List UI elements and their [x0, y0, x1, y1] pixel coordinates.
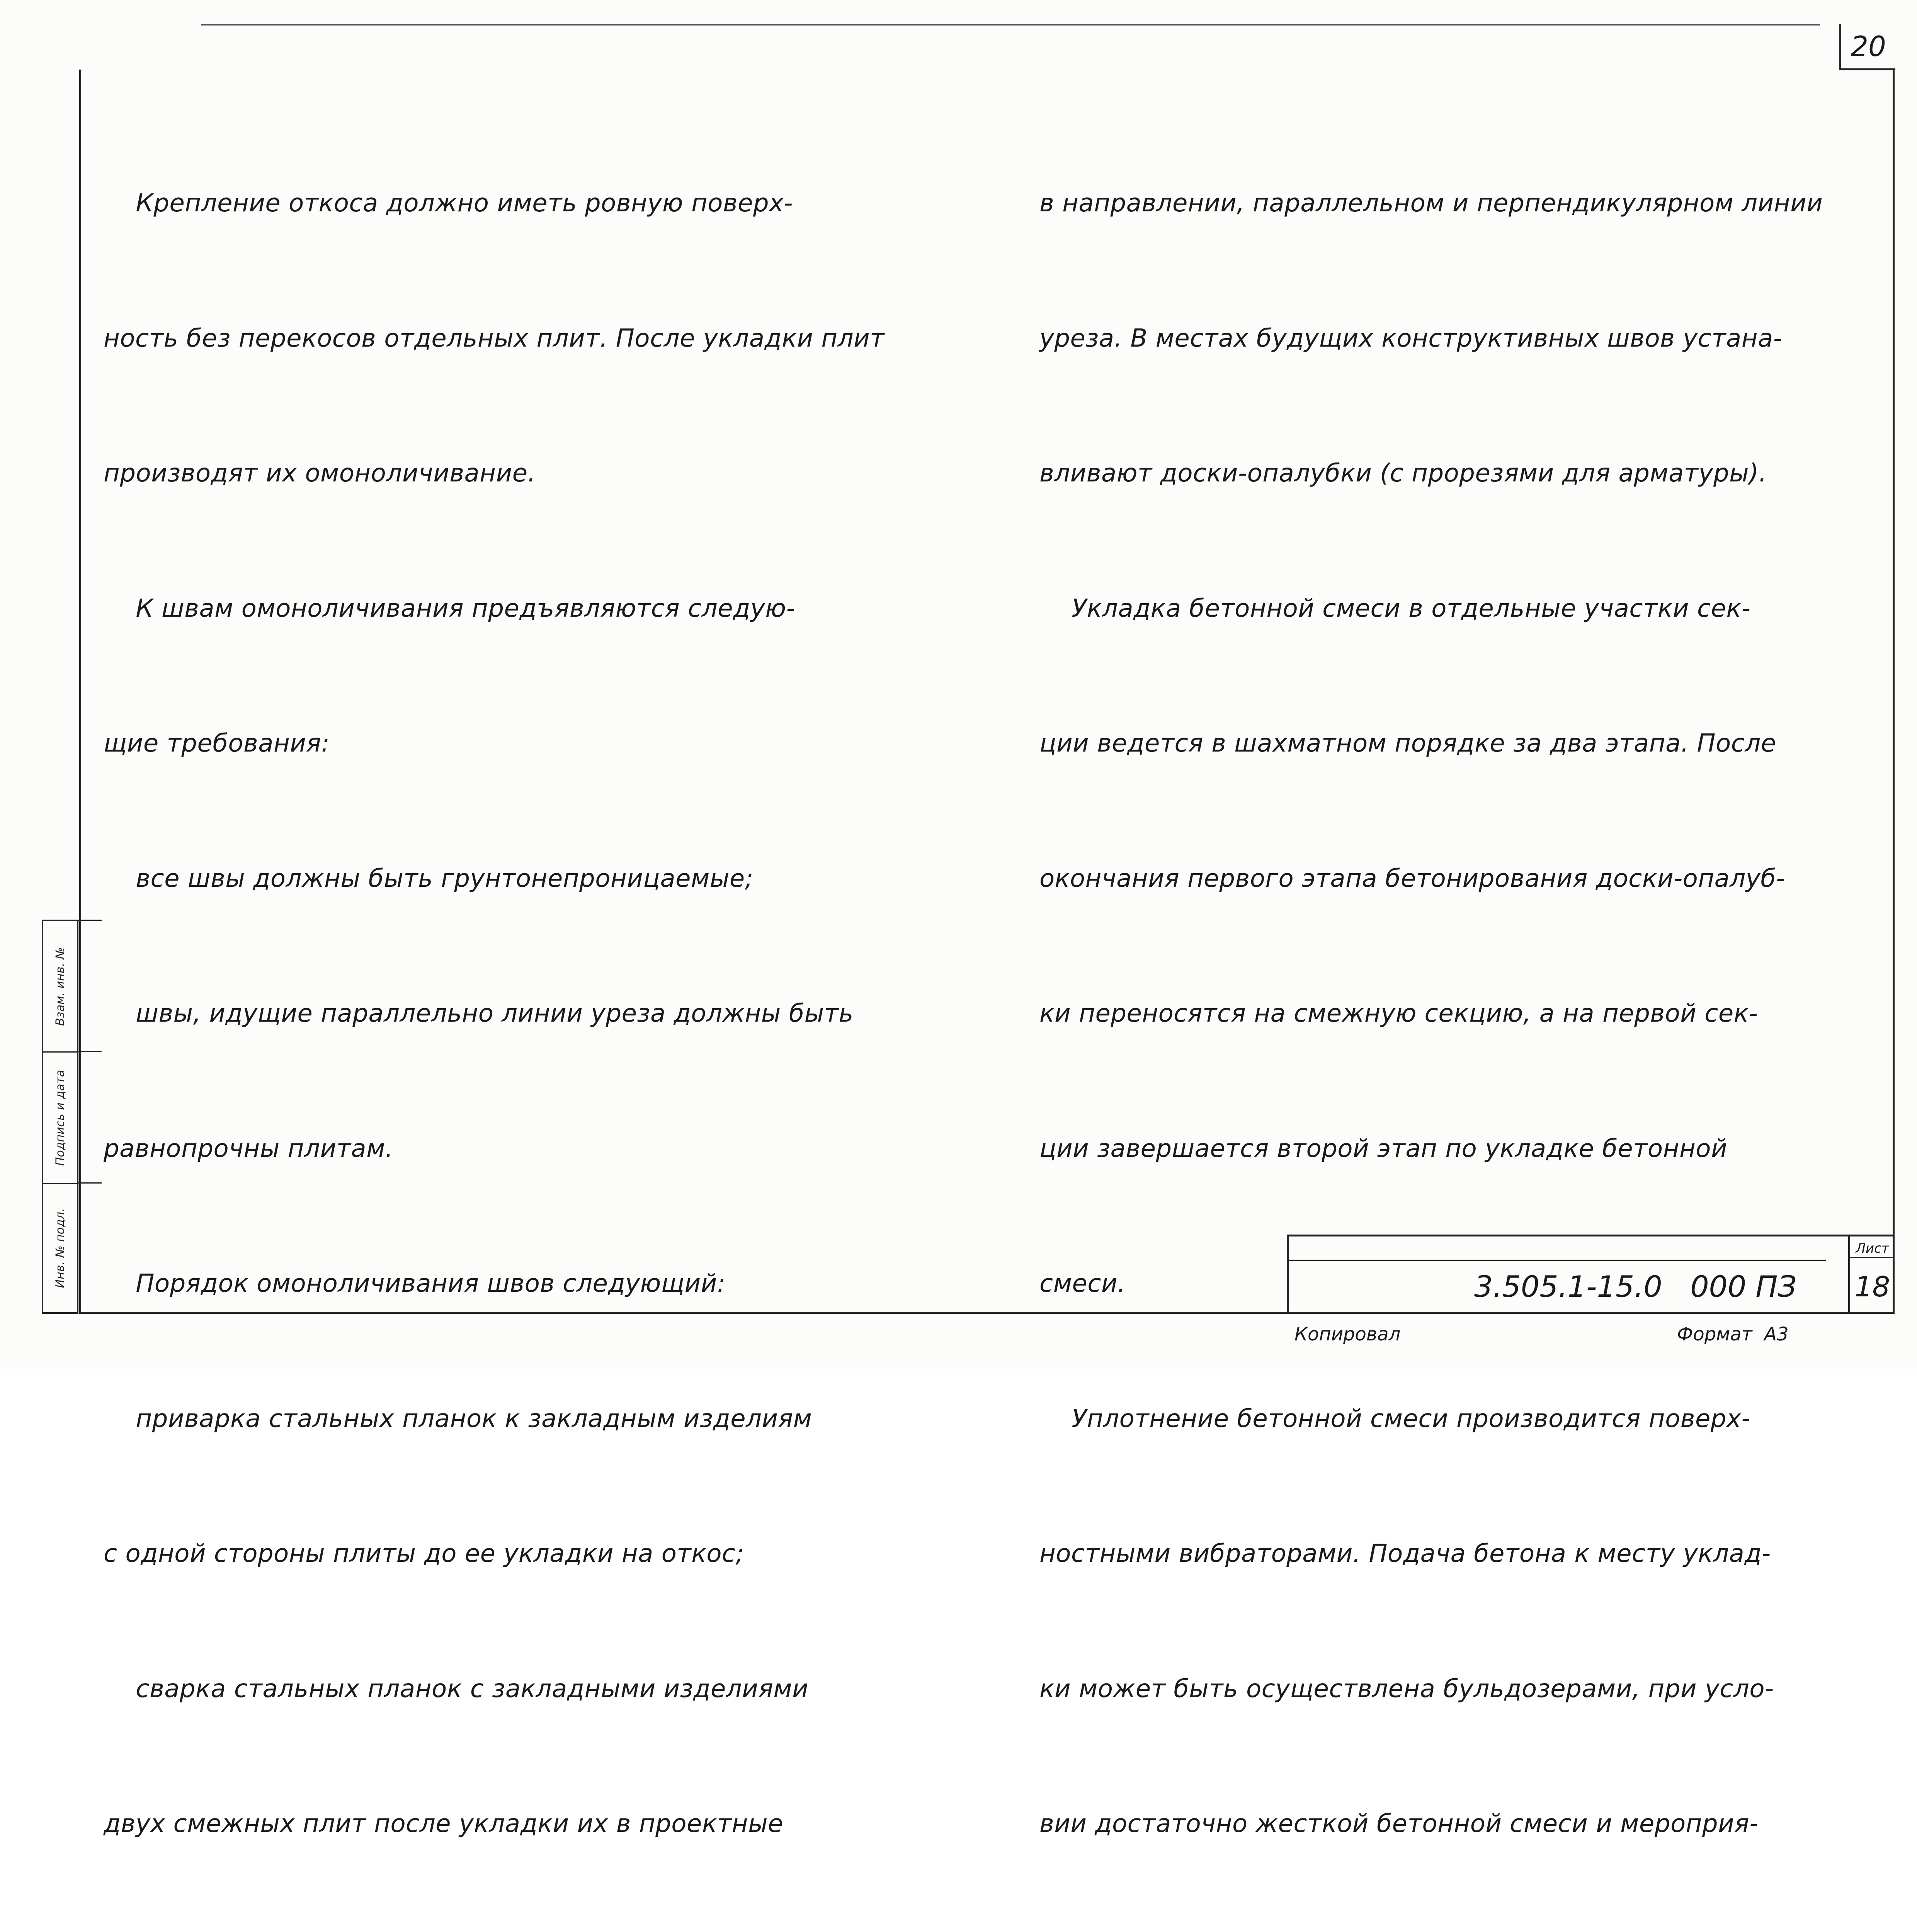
- margin-cell-inventory: [43, 1184, 77, 1312]
- left-text-column: [104, 91, 985, 1932]
- margin-stamp: [42, 920, 78, 1314]
- margin-tick: [78, 1051, 102, 1052]
- text-line: все швы должны быть грунтонепроницаемые;: [104, 864, 754, 893]
- text-line: вии достаточно жесткой бетонной смеси и мероприя-: [1039, 1810, 1759, 1838]
- text-line: уреза. В местах будущих конструктивных швов устана-: [1039, 324, 1783, 353]
- top-border-line: [201, 24, 1820, 26]
- margin-cell-signature: [43, 1053, 77, 1184]
- text-line: Уплотнение бетонной смеси производится поверх-: [1039, 1404, 1750, 1433]
- text-line: сварка стальных планок с закладными изделиями: [104, 1674, 809, 1703]
- text-line: приварка стальных планок к закладным изделиям: [104, 1404, 812, 1433]
- margin-label: Взам. инв. №: [53, 947, 67, 1026]
- margin-tick: [78, 1182, 102, 1184]
- document-code: 3.505.1-15.0 000 ПЗ: [1474, 1269, 1797, 1304]
- text-line: ции ведется в шахматном порядке за два этапа. После: [1039, 729, 1776, 758]
- text-line: ции завершается второй этап по укладке бетонной: [1039, 1134, 1728, 1163]
- margin-cell-replacement: [43, 921, 77, 1053]
- title-block: [1287, 1235, 1895, 1314]
- text-line: двух смежных плит после укладки их в проектные: [104, 1810, 783, 1838]
- text-line: окончания первого этапа бетонирования доски-опалуб-: [1039, 864, 1785, 893]
- margin-label: Инв. № подл.: [53, 1208, 67, 1288]
- sheet-number-cell: [1848, 1236, 1895, 1314]
- text-line: ки переносятся на смежную секцию, а на первой сек-: [1039, 999, 1758, 1028]
- text-line: швы, идущие параллельно линии уреза должны быть: [104, 999, 854, 1028]
- text-line: ность без перекосов отдельных плит. После укладки плит: [104, 324, 885, 353]
- sheet-label: Лист: [1850, 1239, 1895, 1258]
- sheet-number: 18: [1854, 1270, 1890, 1303]
- text-line: с одной стороны плиты до ее укладки на откос;: [104, 1539, 744, 1568]
- margin-label: Подпись и дата: [53, 1070, 67, 1166]
- text-line: ностными вибраторами. Подача бетона к месту уклад-: [1039, 1539, 1771, 1568]
- text-line: щие требования:: [104, 729, 330, 758]
- page-number-box: [1839, 24, 1895, 70]
- text-line: Порядок омоноличивания швов следующий:: [104, 1269, 726, 1298]
- text-line: Укладка бетонной смеси в отдельные участки сек-: [1039, 594, 1751, 623]
- text-line: ки может быть осуществлена бульдозерами, при усло-: [1039, 1674, 1774, 1703]
- page-number: 20: [1851, 30, 1886, 63]
- margin-tick: [78, 920, 102, 921]
- text-line: равнопрочны плитам.: [104, 1134, 393, 1163]
- text-line: производят их омоноличивание.: [104, 459, 536, 488]
- text-line: вливают доски-опалубки (с прорезями для арматуры).: [1039, 459, 1767, 488]
- title-block-divider: [1289, 1260, 1826, 1261]
- text-line: Крепление откоса должно иметь ровную поверх-: [104, 189, 793, 218]
- right-text-column: [1039, 91, 1882, 1932]
- copied-by-label: Копировал: [1294, 1323, 1401, 1345]
- format-label: Формат А3: [1677, 1323, 1789, 1345]
- text-line: смеси.: [1039, 1269, 1126, 1298]
- text-line: К швам омоноличивания предъявляются следую-: [104, 594, 796, 623]
- text-line: в направлении, параллельном и перпендикулярном линии: [1039, 189, 1823, 218]
